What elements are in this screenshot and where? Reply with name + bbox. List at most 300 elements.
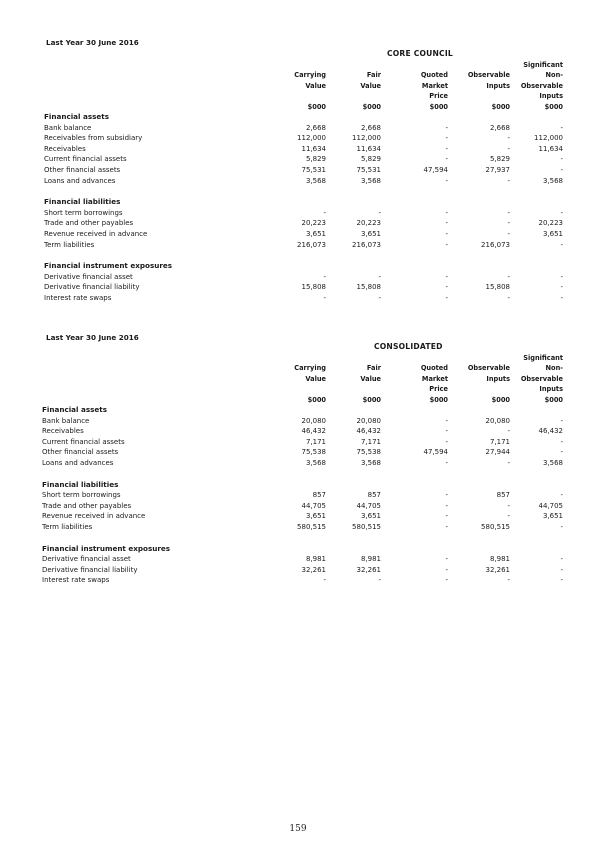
column-header: $000 xyxy=(491,102,510,111)
value-cell: - xyxy=(560,166,563,174)
value-cell: - xyxy=(560,293,563,302)
table-row xyxy=(44,282,563,293)
value-cell xyxy=(448,405,510,416)
value-cell xyxy=(448,250,510,261)
value-cell: 11,634 xyxy=(301,144,326,153)
value-cell: 5,829 xyxy=(360,155,381,164)
row-label: Interest rate swaps xyxy=(42,576,110,585)
value-cell xyxy=(256,533,326,544)
value-cell: - xyxy=(507,293,510,302)
table-row xyxy=(42,490,563,501)
value-cell xyxy=(381,186,448,197)
value-cell: 3,568 xyxy=(542,459,563,467)
value-cell xyxy=(326,533,381,544)
value-cell: 3,651 xyxy=(305,229,326,238)
value-cell xyxy=(258,197,326,208)
value-cell xyxy=(510,197,563,208)
page-number: 159 xyxy=(289,824,307,834)
column-header: Inputs xyxy=(486,81,510,90)
column-header: Observable xyxy=(467,71,510,80)
column-header: $000 xyxy=(307,102,326,111)
column-header: Fair xyxy=(366,364,381,373)
value-cell: 20,223 xyxy=(301,219,326,228)
value-cell: - xyxy=(323,576,326,585)
column-header xyxy=(42,363,256,373)
value-cell: - xyxy=(507,134,510,143)
value-cell: - xyxy=(445,208,448,217)
column-header: Observable xyxy=(520,374,563,383)
category-row xyxy=(44,112,563,123)
row-label: Current financial assets xyxy=(42,437,125,446)
value-cell: 20,080 xyxy=(485,416,510,425)
value-cell xyxy=(510,250,563,261)
value-cell: - xyxy=(445,176,448,185)
value-cell: 20,080 xyxy=(301,416,326,425)
table-row xyxy=(42,458,563,469)
value-cell: - xyxy=(507,272,510,281)
category-row xyxy=(42,480,563,491)
period-label: Last Year 30 June 2016 xyxy=(46,333,139,342)
column-header xyxy=(448,60,510,70)
value-cell xyxy=(381,197,448,208)
value-cell: 2,668 xyxy=(489,123,510,132)
value-cell: - xyxy=(507,427,510,436)
table-row xyxy=(44,133,563,144)
value-cell: 20,223 xyxy=(538,219,563,228)
column-header xyxy=(326,384,381,394)
row-label: Financial liabilities xyxy=(44,197,121,207)
value-cell: 47,594 xyxy=(423,166,448,174)
category-row xyxy=(44,261,563,272)
column-header xyxy=(448,353,510,363)
value-cell xyxy=(381,405,448,416)
column-header: Price xyxy=(429,92,448,101)
value-cell: 44,705 xyxy=(538,501,563,510)
column-header: Observable xyxy=(520,81,563,90)
column-header: Value xyxy=(305,81,326,90)
table-row xyxy=(44,229,563,240)
row-label: Short term borrowings xyxy=(42,491,121,500)
column-header xyxy=(448,384,510,394)
value-cell: - xyxy=(507,144,510,153)
value-cell xyxy=(510,112,563,123)
column-header xyxy=(44,60,258,70)
value-cell: - xyxy=(378,576,381,585)
period-label: Last Year 30 June 2016 xyxy=(46,38,139,47)
row-label: Current financial assets xyxy=(44,155,127,164)
header-row xyxy=(42,384,563,394)
column-header xyxy=(44,70,258,80)
fair-value-table xyxy=(44,60,563,304)
row-label xyxy=(42,469,256,480)
group-title: CONSOLIDATED xyxy=(374,342,443,351)
column-header xyxy=(256,353,326,363)
value-cell: 15,808 xyxy=(356,283,381,292)
value-cell: - xyxy=(323,208,326,217)
value-cell: 857 xyxy=(312,491,326,500)
value-cell xyxy=(381,250,448,261)
value-cell: 8,981 xyxy=(360,555,381,564)
table-row xyxy=(44,144,563,155)
spacer-row xyxy=(42,469,563,480)
column-header: Value xyxy=(360,81,381,90)
column-header xyxy=(258,60,326,70)
table-row xyxy=(44,154,563,165)
value-cell: - xyxy=(445,123,448,132)
value-cell: 216,073 xyxy=(297,240,326,249)
row-label xyxy=(44,186,258,197)
column-header: Significant xyxy=(523,61,563,69)
value-cell: 7,171 xyxy=(489,437,510,446)
table-row xyxy=(42,447,563,458)
value-cell: - xyxy=(445,293,448,302)
table-row xyxy=(44,293,563,304)
value-cell xyxy=(381,533,448,544)
value-cell xyxy=(258,250,326,261)
row-label: Receivables from subsidiary xyxy=(44,134,143,143)
value-cell: 44,705 xyxy=(301,501,326,510)
row-label: Revenue received in advance xyxy=(42,512,146,521)
table-row xyxy=(42,437,563,448)
value-cell: 75,531 xyxy=(356,166,381,174)
value-cell: 580,515 xyxy=(352,522,381,531)
column-header: $000 xyxy=(544,395,563,404)
value-cell: 3,651 xyxy=(360,512,381,521)
value-cell: 27,944 xyxy=(485,448,510,457)
value-cell: - xyxy=(560,123,563,132)
column-header: $000 xyxy=(544,102,563,111)
value-cell xyxy=(326,405,381,416)
value-cell xyxy=(256,544,326,555)
value-cell: - xyxy=(507,229,510,238)
value-cell: 3,651 xyxy=(305,512,326,521)
value-cell xyxy=(448,197,510,208)
column-header xyxy=(258,91,326,101)
table-row xyxy=(44,208,563,219)
row-label: Other financial assets xyxy=(44,166,121,174)
value-cell: 2,668 xyxy=(305,123,326,132)
column-header: Fair xyxy=(366,71,381,80)
column-header xyxy=(326,60,381,70)
row-label: Financial liabilities xyxy=(42,479,119,489)
value-cell: - xyxy=(445,283,448,292)
value-cell: 5,829 xyxy=(489,155,510,164)
value-cell: 75,531 xyxy=(301,166,326,174)
table-row xyxy=(44,218,563,229)
column-header xyxy=(326,353,381,363)
row-label xyxy=(42,533,256,544)
value-cell: - xyxy=(560,416,563,425)
value-cell: 3,568 xyxy=(360,176,381,185)
column-header: Inputs xyxy=(539,92,563,101)
value-cell xyxy=(510,261,563,272)
value-cell: 3,568 xyxy=(305,459,326,467)
value-cell xyxy=(448,533,510,544)
value-cell xyxy=(448,112,510,123)
row-label: Term liabilities xyxy=(44,240,95,249)
value-cell: 3,568 xyxy=(360,459,381,467)
row-label: Derivative financial asset xyxy=(44,272,133,281)
value-cell: - xyxy=(507,176,510,185)
value-cell: 7,171 xyxy=(360,437,381,446)
column-header: Inputs xyxy=(539,385,563,394)
header-row xyxy=(42,395,563,405)
column-header: Quoted xyxy=(420,71,448,80)
value-cell xyxy=(258,112,326,123)
table-row xyxy=(42,426,563,437)
value-cell xyxy=(326,261,381,272)
value-cell: 44,705 xyxy=(356,501,381,510)
table-row xyxy=(42,511,563,522)
value-cell: 112,000 xyxy=(297,134,326,143)
value-cell: - xyxy=(445,416,448,425)
value-cell: - xyxy=(560,491,563,500)
value-cell: - xyxy=(445,459,448,467)
row-label: Derivative financial liability xyxy=(44,283,140,292)
value-cell xyxy=(256,480,326,491)
column-header: Observable xyxy=(467,364,510,373)
column-header xyxy=(256,384,326,394)
category-row xyxy=(44,197,563,208)
value-cell: 20,080 xyxy=(356,416,381,425)
value-cell: - xyxy=(378,272,381,281)
row-label: Trade and other payables xyxy=(44,219,134,228)
category-row xyxy=(42,544,563,555)
value-cell: - xyxy=(560,240,563,249)
row-label: Revenue received in advance xyxy=(44,229,148,238)
value-cell xyxy=(510,186,563,197)
value-cell xyxy=(381,544,448,555)
value-cell: 75,538 xyxy=(356,448,381,457)
value-cell: 857 xyxy=(367,491,381,500)
column-header: $000 xyxy=(429,102,448,111)
value-cell: 46,432 xyxy=(356,427,381,436)
value-cell: 46,432 xyxy=(538,427,563,436)
value-cell xyxy=(326,469,381,480)
value-cell xyxy=(381,261,448,272)
row-label xyxy=(44,250,258,261)
table-row xyxy=(42,575,563,586)
value-cell: - xyxy=(445,565,448,574)
value-cell xyxy=(326,480,381,491)
column-header: Value xyxy=(305,374,326,383)
value-cell: - xyxy=(445,491,448,500)
value-cell: - xyxy=(445,144,448,153)
spacer-row xyxy=(42,533,563,544)
category-row xyxy=(42,405,563,416)
table-row xyxy=(44,123,563,134)
value-cell: 5,829 xyxy=(305,155,326,164)
value-cell: - xyxy=(507,512,510,521)
column-header: $000 xyxy=(362,395,381,404)
value-cell xyxy=(510,405,563,416)
value-cell: 11,634 xyxy=(538,144,563,153)
value-cell: 857 xyxy=(496,491,510,500)
value-cell: 15,808 xyxy=(301,283,326,292)
header-row xyxy=(42,374,563,384)
value-cell xyxy=(381,480,448,491)
value-cell: - xyxy=(560,565,563,574)
value-cell: - xyxy=(560,522,563,531)
value-cell: - xyxy=(445,576,448,585)
value-cell: 47,594 xyxy=(423,448,448,457)
value-cell: - xyxy=(445,272,448,281)
value-cell: - xyxy=(445,155,448,164)
column-header xyxy=(326,91,381,101)
row-label: Financial assets xyxy=(44,112,109,122)
row-label: Receivables xyxy=(44,144,86,153)
column-header xyxy=(381,353,448,363)
value-cell: - xyxy=(323,272,326,281)
value-cell: - xyxy=(560,283,563,292)
value-cell xyxy=(326,250,381,261)
header-row xyxy=(44,60,563,70)
value-cell: 580,515 xyxy=(297,522,326,531)
value-cell xyxy=(448,186,510,197)
value-cell: 7,171 xyxy=(305,437,326,446)
row-label: Other financial assets xyxy=(42,448,119,457)
column-header: Significant xyxy=(523,354,563,362)
value-cell: 216,073 xyxy=(481,240,510,249)
value-cell: 3,651 xyxy=(360,229,381,238)
header-row xyxy=(44,81,563,91)
value-cell xyxy=(510,480,563,491)
value-cell: 112,000 xyxy=(534,134,563,143)
value-cell xyxy=(510,533,563,544)
value-cell: 580,515 xyxy=(481,522,510,531)
value-cell xyxy=(448,469,510,480)
column-header xyxy=(44,81,258,91)
table-row xyxy=(44,240,563,251)
value-cell: - xyxy=(560,208,563,217)
value-cell: - xyxy=(445,555,448,564)
row-label: Bank balance xyxy=(42,416,90,425)
value-cell: - xyxy=(507,459,510,467)
header-row xyxy=(44,102,563,112)
column-header xyxy=(42,353,256,363)
value-cell: 32,261 xyxy=(356,565,381,574)
row-label: Term liabilities xyxy=(42,522,93,531)
value-cell xyxy=(258,261,326,272)
column-header xyxy=(44,91,258,101)
column-header: Carrying xyxy=(294,71,326,80)
value-cell xyxy=(510,544,563,555)
column-header: Price xyxy=(429,385,448,394)
value-cell xyxy=(448,544,510,555)
column-header: Market xyxy=(421,81,448,90)
table-row xyxy=(44,165,563,176)
row-label: Trade and other payables xyxy=(42,501,132,510)
group-title: CORE COUNCIL xyxy=(387,49,453,58)
header-row xyxy=(42,363,563,373)
value-cell xyxy=(256,405,326,416)
value-cell: - xyxy=(507,208,510,217)
column-header xyxy=(42,395,256,405)
value-cell: 8,981 xyxy=(489,555,510,564)
value-cell xyxy=(326,186,381,197)
value-cell xyxy=(381,112,448,123)
table-row xyxy=(42,416,563,427)
row-label: Financial assets xyxy=(42,405,107,415)
table-row xyxy=(44,176,563,187)
spacer-row xyxy=(44,250,563,261)
row-label: Derivative financial asset xyxy=(42,555,131,564)
column-header: Inputs xyxy=(486,374,510,383)
value-cell: - xyxy=(507,219,510,228)
value-cell: - xyxy=(445,219,448,228)
value-cell: - xyxy=(507,501,510,510)
value-cell: 32,261 xyxy=(301,565,326,574)
value-cell: - xyxy=(560,155,563,164)
value-cell: - xyxy=(323,293,326,302)
value-cell: - xyxy=(560,437,563,446)
table-row xyxy=(42,522,563,533)
value-cell: - xyxy=(445,512,448,521)
value-cell xyxy=(448,261,510,272)
row-label: Bank balance xyxy=(44,123,92,132)
value-cell xyxy=(258,186,326,197)
column-header: $000 xyxy=(362,102,381,111)
row-label: Financial instrument exposures xyxy=(44,261,173,271)
value-cell xyxy=(256,469,326,480)
value-cell xyxy=(381,469,448,480)
column-header xyxy=(42,384,256,394)
column-header: Quoted xyxy=(420,364,448,373)
row-label: Loans and advances xyxy=(44,176,116,185)
column-header xyxy=(448,91,510,101)
column-header: $000 xyxy=(491,395,510,404)
value-cell: - xyxy=(445,134,448,143)
value-cell: 20,223 xyxy=(356,219,381,228)
value-cell: 3,651 xyxy=(542,229,563,238)
row-label: Financial instrument exposures xyxy=(42,543,171,553)
value-cell: - xyxy=(445,501,448,510)
value-cell: 3,568 xyxy=(305,176,326,185)
spacer-row xyxy=(44,186,563,197)
value-cell xyxy=(326,112,381,123)
row-label: Derivative financial liability xyxy=(42,565,138,574)
value-cell: - xyxy=(445,240,448,249)
row-label: Short term borrowings xyxy=(44,208,123,217)
value-cell: 32,261 xyxy=(485,565,510,574)
column-header: Non- xyxy=(545,364,563,373)
value-cell: 15,808 xyxy=(485,283,510,292)
value-cell: 216,073 xyxy=(352,240,381,249)
header-row xyxy=(44,70,563,80)
table-row xyxy=(42,565,563,576)
value-cell: - xyxy=(560,448,563,457)
value-cell: 46,432 xyxy=(301,427,326,436)
value-cell: 2,668 xyxy=(360,123,381,132)
value-cell: 11,634 xyxy=(356,144,381,153)
column-header xyxy=(381,60,448,70)
value-cell: - xyxy=(378,293,381,302)
value-cell: 112,000 xyxy=(352,134,381,143)
column-header: Non- xyxy=(545,71,563,80)
header-row xyxy=(44,91,563,101)
row-label: Interest rate swaps xyxy=(44,293,112,302)
value-cell: - xyxy=(507,576,510,585)
value-cell: 8,981 xyxy=(305,555,326,564)
column-header xyxy=(44,102,258,112)
value-cell: 3,568 xyxy=(542,176,563,185)
value-cell xyxy=(448,480,510,491)
value-cell: 27,937 xyxy=(485,166,510,174)
fair-value-table xyxy=(42,353,563,586)
value-cell: - xyxy=(445,437,448,446)
value-cell: - xyxy=(445,427,448,436)
value-cell: - xyxy=(560,555,563,564)
